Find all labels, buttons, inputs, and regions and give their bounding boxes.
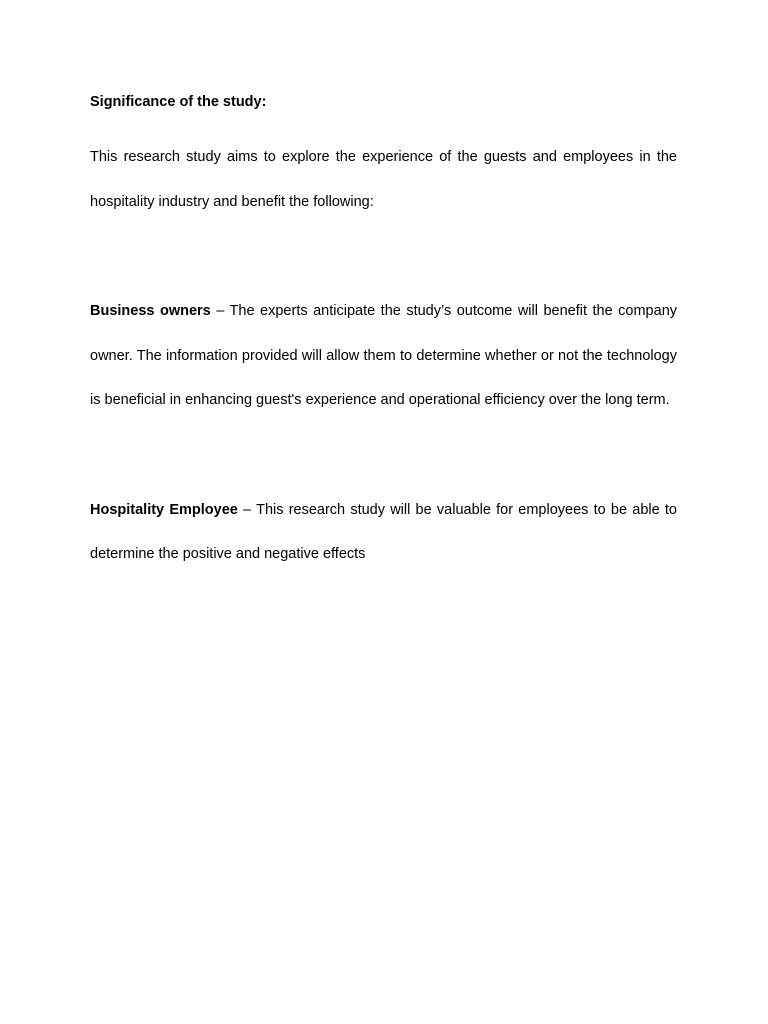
business-owners-paragraph	[90, 289, 677, 423]
document-body	[90, 90, 677, 577]
hospitality-employee-text: – This research study will be valuable for employees to be able to determine the positive and negative effects	[90, 501, 677, 562]
hospitality-employee-term: Hospitality Employee	[90, 501, 238, 518]
business-owners-term: Business owners	[90, 303, 211, 319]
business-owners-text: – The experts anticipate the study’s outcome will benefit the company owner. The information provided will allow them to determine whether or not the technology is beneficial in enhancing guest's experience and operational efficiency over the long term.	[90, 303, 678, 408]
hospitality-employee-paragraph	[90, 488, 677, 577]
section-heading: Significance of the study:	[90, 94, 267, 110]
intro-paragraph: This research study aims to explore the experience of the guests and employees in the hospitality industry and benefit the following:	[90, 149, 677, 210]
